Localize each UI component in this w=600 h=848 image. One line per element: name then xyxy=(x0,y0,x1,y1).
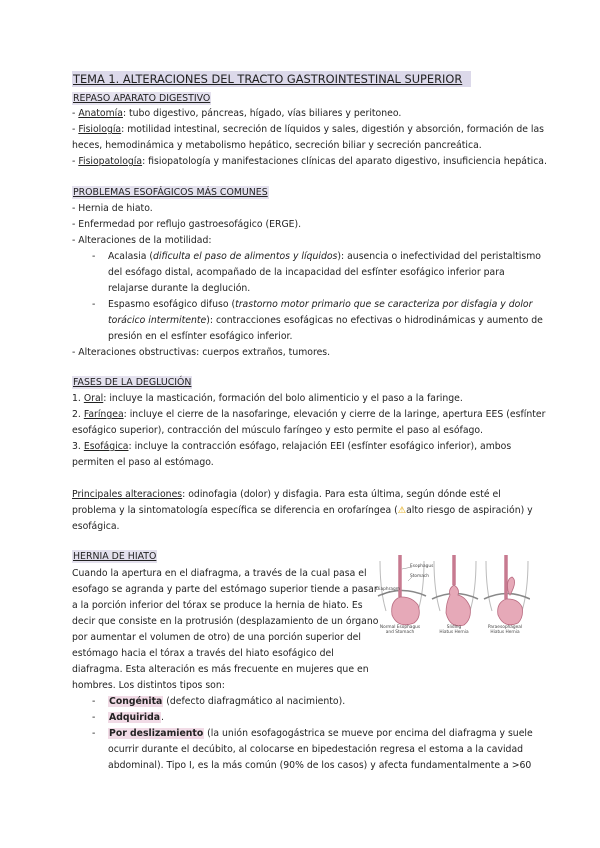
faringea-number: 2. xyxy=(72,409,84,420)
deglucion-faringea xyxy=(72,407,545,422)
hernia-p2: esofago se agranda y parte del estómago superior tiende a pasar xyxy=(72,584,378,595)
bullet-dash: - xyxy=(92,299,96,310)
faringea-line-2: esofágico superior), contracción del músculo faríngeo y esto permite el paso al esófago. xyxy=(72,425,483,436)
fisiopatologia-text: : fisiopatología y manifestaciones clínicas del aparato digestivo, insuficiencia hepática. xyxy=(142,156,547,167)
section-heading-repaso: REPASO APARATO DIGESTIVO xyxy=(73,93,211,104)
bullet-dash: - xyxy=(92,728,96,739)
esofagicos-item-1: - Hernia de hiato. xyxy=(72,203,153,214)
term-adquirida: Adquirida xyxy=(109,712,161,723)
deglucion-esofagica xyxy=(72,439,511,454)
page-title: TEMA 1. ALTERACIONES DEL TRACTO GASTROINTESTINAL SUPERIOR xyxy=(72,71,471,87)
caption-paraesophageal xyxy=(480,625,530,635)
oral-text: : incluye la masticación, formación del bolo alimenticio y el paso a la faringe. xyxy=(103,393,463,404)
esofagicos-item-2: - Enfermedad por reflujo gastroesofágico (ERGE). xyxy=(72,219,302,230)
acalasia-line-3: relajarse durante la deglución. xyxy=(108,283,251,294)
deslizamiento-line-2: ocurrir durante el decúbito, al colocarse en bipedestación regresa el estoma a la cavidad xyxy=(108,744,524,755)
bullet-dash: - xyxy=(92,251,96,262)
label-diaphragm: Diaphragm xyxy=(376,587,400,592)
caption-normal-1: Normal Esophagus xyxy=(379,625,421,630)
term-anatomia: Anatomía xyxy=(78,108,123,119)
caption-sliding-1: Sliding xyxy=(446,625,462,630)
repaso-fisiologia: - Fisiología: motilidad intestinal, secreción de líquidos y sales, digestión y absorción, formación de las xyxy=(72,124,545,135)
hernia-type-3 xyxy=(108,726,533,741)
section-heading-hernia: HERNIA DE HIATO xyxy=(73,551,157,562)
espasmo-line-2 xyxy=(108,313,543,328)
hernia-p4: decir que consiste en la protrusión (desplazamiento de un órgano xyxy=(72,616,379,627)
hernia-type-1 xyxy=(108,694,345,709)
principales-line-3: esofágica. xyxy=(72,521,120,532)
hernia-p5: por aumentar el volumen de otro) de una porción superior del xyxy=(72,632,361,643)
section-heading-esofagicos: PROBLEMAS ESOFÁGICOS MÁS COMUNES xyxy=(73,187,268,198)
espasmo-line-3: presión en el esfínter esofágico inferior. xyxy=(108,331,293,342)
principales-line-1 xyxy=(72,487,501,502)
caption-sliding xyxy=(428,625,480,635)
term-principales: Principales alteraciones xyxy=(72,489,183,500)
esofagica-text: : incluye la contracción esófago, relajación EEI (esfínter esofágico inferior), ambos xyxy=(128,441,512,452)
paraesophageal-hernia-drawing xyxy=(484,555,530,625)
fisiologia-text-2: heces, hemodinámica y metabolismo hepático, secreción biliar y secreción pancreática. xyxy=(72,140,482,151)
acalasia-italic: dificulta el paso de alimentos y líquidos xyxy=(153,251,338,262)
caption-para-1: Paraesophageal xyxy=(487,625,523,630)
repaso-anatomia: - Anatomía: tubo digestivo, páncreas, hígado, vías biliares y peritoneo. xyxy=(72,108,402,119)
term-esofagica: Esofágica xyxy=(83,441,129,452)
section-heading-deglucion: FASES DE LA DEGLUCIÓN xyxy=(73,377,192,388)
warning-icon: ⚠ xyxy=(397,505,407,516)
term-fisiologia: Fisiología xyxy=(78,124,122,135)
fisiologia-text-1: : motilidad intestinal, secreción de líquidos y sales, digestión y absorción, formación de las xyxy=(121,124,545,135)
label-stomach: Stomach xyxy=(410,574,429,579)
caption-normal-2: and Stomach xyxy=(385,630,415,635)
deslizamiento-text: (la unión esofagogástrica se mueve por encima del diafragma y suele xyxy=(204,728,533,739)
repaso-fisiopatologia: - Fisiopatología: fisiopatología y manifestaciones clínicas del aparato digestivo, insuficiencia hepática. xyxy=(72,156,547,167)
hernia-type-2 xyxy=(108,710,164,725)
caption-normal xyxy=(372,625,428,635)
caption-para-2: Hiatus Hernia xyxy=(490,630,520,635)
sliding-hernia-drawing xyxy=(432,555,478,626)
acalasia-line-2: del esófago distal, acompañado de la incapacidad del esfínter esofágico inferior para xyxy=(108,267,505,278)
oral-number: 1. xyxy=(72,393,84,404)
principales-text: : odinofagia (dolor) y disfagia. Para esta última, según dónde esté el xyxy=(182,489,501,500)
acalasia-a: Acalasia ( xyxy=(108,251,153,262)
bullet-dash: - xyxy=(92,696,96,707)
hernia-p3: a la porción inferior del tórax se produce la hernia de hiato. Es xyxy=(72,600,363,611)
deslizamiento-line-3: abdominal). Tipo I, es la más común (90% de los casos) y afecta fundamentalmente a >60 xyxy=(108,760,532,771)
hernia-p1: Cuando la apertura en el diafragma, a través de la cual pasa el xyxy=(72,568,367,579)
principales-line-2 xyxy=(72,503,533,518)
adquirida-text: . xyxy=(161,712,164,723)
acalasia-b: ): ausencia o inefectividad del peristaltismo xyxy=(337,251,541,262)
espasmo-b: ): contracciones esofágicas no efectivas o hidrodinámicas y aumento de xyxy=(206,315,543,326)
esofagica-line-2: permiten el paso al estómago. xyxy=(72,457,214,468)
label-esophagus: Esophagus xyxy=(410,564,434,569)
esofagicos-item-3: - Alteraciones de la motilidad: xyxy=(72,235,212,246)
term-fisiopatologia: Fisiopatología xyxy=(78,156,143,167)
bullet-dash: - xyxy=(92,712,96,723)
hernia-p7: diafragma. Esta alteración es más frecuente en mujeres que en xyxy=(72,664,369,675)
espasmo-line-1 xyxy=(108,297,532,312)
esofagicos-item-4: - Alteraciones obstructivas: cuerpos extraños, tumores. xyxy=(72,347,331,358)
hernia-p8: hombres. Los distintos tipos son: xyxy=(72,680,225,691)
acalasia-line-1 xyxy=(108,249,541,264)
congenita-text: (defecto diafragmático al nacimiento). xyxy=(163,696,346,707)
esofagica-number: 3. xyxy=(72,441,84,452)
term-deslizamiento: Por deslizamiento xyxy=(109,728,204,739)
anatomia-text: : tubo digestivo, páncreas, hígado, vías biliares y peritoneo. xyxy=(122,108,402,119)
caption-sliding-2: Hiatus Hernia xyxy=(439,630,469,635)
faringea-text: : incluye el cierre de la nasofaringe, elevación y cierre de la laringe, apertura EES (esfínter xyxy=(123,409,546,420)
deglucion-oral xyxy=(72,391,463,406)
hiatus-hernia-figure xyxy=(372,551,530,637)
term-congenita: Congénita xyxy=(109,696,163,707)
term-faringea: Faríngea xyxy=(83,409,124,420)
principales-2a: problema y la sintomatología específica se diferencia en orofaríngea ( xyxy=(72,505,398,516)
principales-2b: alto riesgo de aspiración) y xyxy=(406,505,533,516)
espasmo-italic-2: torácico intermitente xyxy=(108,315,207,326)
espasmo-italic: trastorno motor primario que se caracteriza por disfagia y dolor xyxy=(235,299,533,310)
espasmo-a: Espasmo esofágico difuso ( xyxy=(108,299,236,310)
hernia-p6: estómago hacia el tórax a través del hiato esofágico del xyxy=(72,648,334,659)
term-oral: Oral xyxy=(83,393,104,404)
